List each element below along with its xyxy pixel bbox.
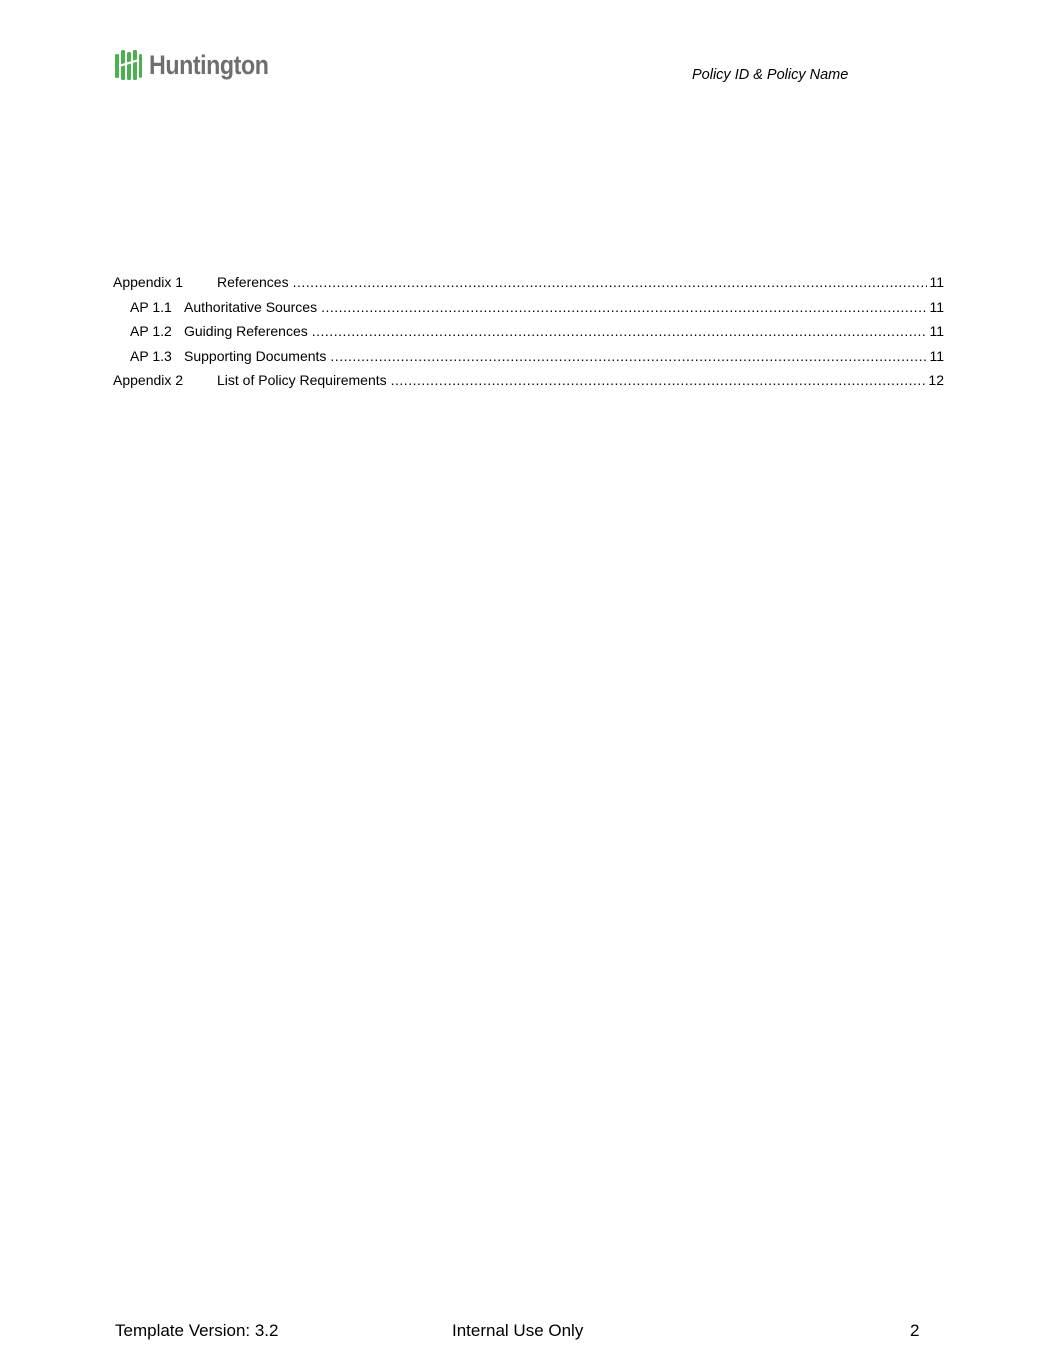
toc-entry[interactable] xyxy=(113,299,944,324)
toc-entry-title: Supporting Documents xyxy=(184,347,327,364)
toc-entry[interactable] xyxy=(113,274,944,299)
logo-wordmark: Huntington xyxy=(149,49,269,80)
toc-dot-leader xyxy=(321,299,927,315)
toc-entry-number: AP 1.2 xyxy=(130,323,172,339)
toc-dot-leader xyxy=(330,348,927,364)
toc-entry-page: 11 xyxy=(929,347,944,364)
huntington-logo-mark-icon xyxy=(113,48,143,82)
toc-entry-number: Appendix 2 xyxy=(113,372,184,388)
toc-entry[interactable] xyxy=(113,372,944,397)
toc-entry-title: Guiding References xyxy=(184,323,308,339)
toc-entry-number: AP 1.1 xyxy=(130,298,172,315)
toc-entry[interactable] xyxy=(113,323,944,348)
toc-entry-title: Authoritative Sources xyxy=(184,298,318,315)
toc-dot-leader xyxy=(293,274,928,290)
toc-entry[interactable] xyxy=(113,348,944,373)
toc-entry-number: Appendix 1 xyxy=(113,274,184,290)
toc-entry-page: 11 xyxy=(929,274,944,290)
toc-entry-page: 11 xyxy=(929,323,944,339)
toc-entry-title: List of Policy Requirements xyxy=(217,372,387,388)
toc-dot-leader xyxy=(391,372,927,388)
page-number: 2 xyxy=(910,1321,920,1340)
toc-entry-number: AP 1.3 xyxy=(130,347,172,364)
toc-dot-leader xyxy=(312,323,928,339)
toc-entry-title: References xyxy=(217,274,289,290)
classification-label: Internal Use Only xyxy=(452,1321,584,1340)
toc-entry-page: 11 xyxy=(929,298,944,315)
huntington-logo xyxy=(113,48,288,82)
table-of-contents xyxy=(113,274,944,397)
template-version: Template Version: 3.2 xyxy=(115,1321,279,1340)
policy-id-name-header: Policy ID & Policy Name xyxy=(692,67,849,83)
toc-entry-page: 12 xyxy=(928,372,944,388)
